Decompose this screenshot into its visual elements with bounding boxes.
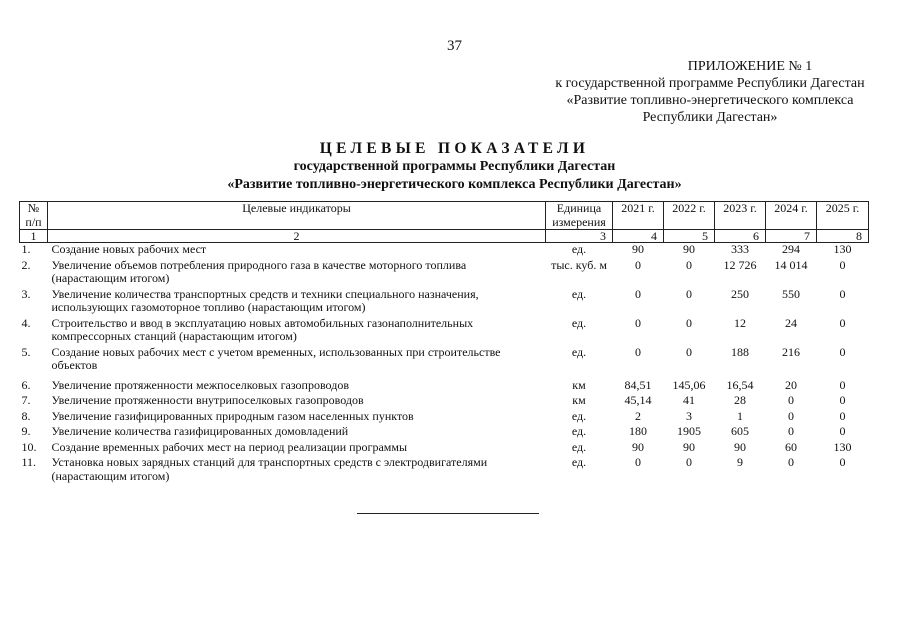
column-number: 6 [715,230,766,243]
value-2024: 550 [782,286,800,301]
header-2021: 2021 г. [613,202,664,230]
value-2022: 0 [686,344,692,359]
value-2025: 0 [839,393,846,407]
value-2025: 0 [839,424,846,438]
value-2022: 3 [686,408,692,423]
value-2025: 0 [839,344,846,359]
value-2025: 0 [839,315,846,330]
value-2021: 0 [635,455,641,469]
table-row [20,441,869,457]
value-2024: 216 [782,344,800,359]
row-number: 9. [21,424,31,438]
table-row [20,317,869,346]
row-number: 7. [21,393,31,407]
value-2025: 130 [833,242,852,256]
unit-cell: ед. [571,455,587,469]
column-number: 1 [20,230,48,243]
value-2025: 0 [839,377,846,392]
row-number: 11. [21,455,37,469]
value-2024: 24 [785,315,797,330]
table-row [20,410,869,426]
value-2021: 84,51 [624,377,652,392]
table-row [20,259,869,288]
row-number: 5. [21,344,31,359]
value-2023: 250 [731,286,749,301]
value-2023: 28 [734,393,746,407]
value-2023: 9 [737,455,743,469]
row-number: 8. [21,408,31,423]
value-2024: 0 [788,424,794,438]
value-2021: 90 [632,242,644,256]
indicator-name: Создание временных рабочих мест на период реализации программы [51,439,408,454]
column-number: 3 [546,230,613,243]
value-2022: 0 [686,455,692,469]
value-2023: 333 [731,242,749,256]
indicator-name: Увеличение протяженности межпоселковых газопроводов [51,377,349,392]
table-row [20,346,869,375]
unit-cell: ед. [571,344,587,359]
indicators-table [19,201,869,485]
unit-cell: ед. [571,439,587,454]
value-2024: 60 [785,439,797,454]
value-2022: 1905 [677,424,701,438]
table-row [20,425,869,441]
row-number: 10. [21,439,37,454]
value-2021: 2 [635,408,641,423]
appendix-line-4: Республики Дагестан» [642,110,778,125]
indicator-name: Увеличение количества газифицированных домовладений [51,424,349,438]
appendix-title: ПРИЛОЖЕНИЕ № 1 [687,59,813,74]
header-2024: 2024 г. [766,202,817,230]
column-number: 7 [766,230,817,243]
column-number: 4 [613,230,664,243]
header-num: № п/п [20,202,48,230]
indicator-name: Увеличение количества транспортных средств и техники специального назначения, использующих газомоторное топливо (нарастающим итогом) [51,286,479,314]
value-2021: 180 [629,424,647,438]
table-row [20,394,869,410]
title-subtitle-1: государственной программы Республики Дагестан [293,159,616,174]
unit-cell: ед. [571,242,587,256]
indicator-name: Увеличение объемов потребления природного газа в качестве моторного топлива (нарастающим итогом) [51,257,467,285]
column-number: 5 [664,230,715,243]
value-2025: 0 [839,286,846,301]
value-2022: 145,06 [672,377,706,392]
unit-cell: тыс. куб. м [551,257,607,272]
appendix-line-3: «Развитие топливно-энергетического комплекса [566,93,854,108]
value-2024: 0 [788,393,794,407]
table-row [20,243,869,259]
appendix-line-2: к государственной программе Республики Дагестан [555,76,865,91]
value-2021: 0 [635,286,641,301]
column-number-row [20,230,869,243]
title-main: ЦЕЛЕВЫЕ ПОКАЗАТЕЛИ [319,140,590,157]
value-2023: 605 [731,424,749,438]
value-2021: 0 [635,315,641,330]
column-number: 2 [48,230,546,243]
title-subtitle-2: «Развитие топливно-энергетического комплекса Республики Дагестан» [227,177,682,192]
value-2023: 1 [737,408,743,423]
value-2024: 0 [788,455,794,469]
column-number: 8 [817,230,869,243]
indicator-name: Увеличение газифицированных природным газом населенных пунктов [51,408,414,423]
unit-cell: км [572,393,586,407]
row-number: 6. [21,377,31,392]
value-2022: 0 [686,286,692,301]
value-2022: 0 [686,315,692,330]
value-2022: 41 [683,393,695,407]
unit-cell: ед. [571,424,587,438]
bottom-divider [357,513,539,514]
header-indicator: Целевые индикаторы [48,202,546,230]
value-2021: 0 [635,257,641,272]
value-2025: 0 [839,408,846,423]
indicator-name: Увеличение протяженности внутрипоселковых газопроводов [51,393,364,407]
value-2024: 14 014 [774,257,808,272]
value-2021: 90 [632,439,644,454]
value-2024: 294 [782,242,800,256]
table-row [20,456,869,485]
row-number: 2. [21,257,31,272]
value-2023: 12 726 [723,257,757,272]
appendix-heading [480,58,909,126]
page-number: 37 [447,38,462,54]
header-2023: 2023 г. [715,202,766,230]
row-number: 4. [21,315,31,330]
unit-cell: ед. [571,286,587,301]
header-row [20,202,869,230]
value-2024: 0 [788,408,794,423]
table-row [20,375,869,395]
value-2021: 0 [635,344,641,359]
unit-cell: км [572,377,586,392]
unit-cell: ед. [571,315,587,330]
value-2024: 20 [785,377,797,392]
value-2025: 0 [839,455,846,469]
value-2021: 45,14 [624,393,652,407]
value-2023: 12 [734,315,746,330]
indicator-name: Установка новых зарядных станций для транспортных средств с электродвигателями (нарастающим итогом) [51,455,488,483]
unit-cell: ед. [571,408,587,423]
row-number: 1. [21,242,31,256]
value-2023: 188 [731,344,749,359]
value-2023: 90 [734,439,746,454]
table-row [20,288,869,317]
value-2025: 130 [833,439,852,454]
value-2022: 90 [683,439,695,454]
value-2022: 90 [683,242,695,256]
header-2022: 2022 г. [664,202,715,230]
value-2022: 0 [686,257,692,272]
value-2025: 0 [839,257,846,272]
indicator-name: Создание новых рабочих мест [51,242,207,256]
indicator-name: Строительство и ввод в эксплуатацию новых автомобильных газонаполнительных компрессорных станций (нарастающим итогом) [51,315,474,343]
header-unit: Единица измерения [546,202,613,230]
value-2023: 16,54 [726,377,754,392]
header-2025: 2025 г. [817,202,869,230]
indicator-name: Создание новых рабочих мест с учетом временных, использованных при строительстве объектов [51,344,501,372]
row-number: 3. [21,286,31,301]
document-title [0,140,909,194]
